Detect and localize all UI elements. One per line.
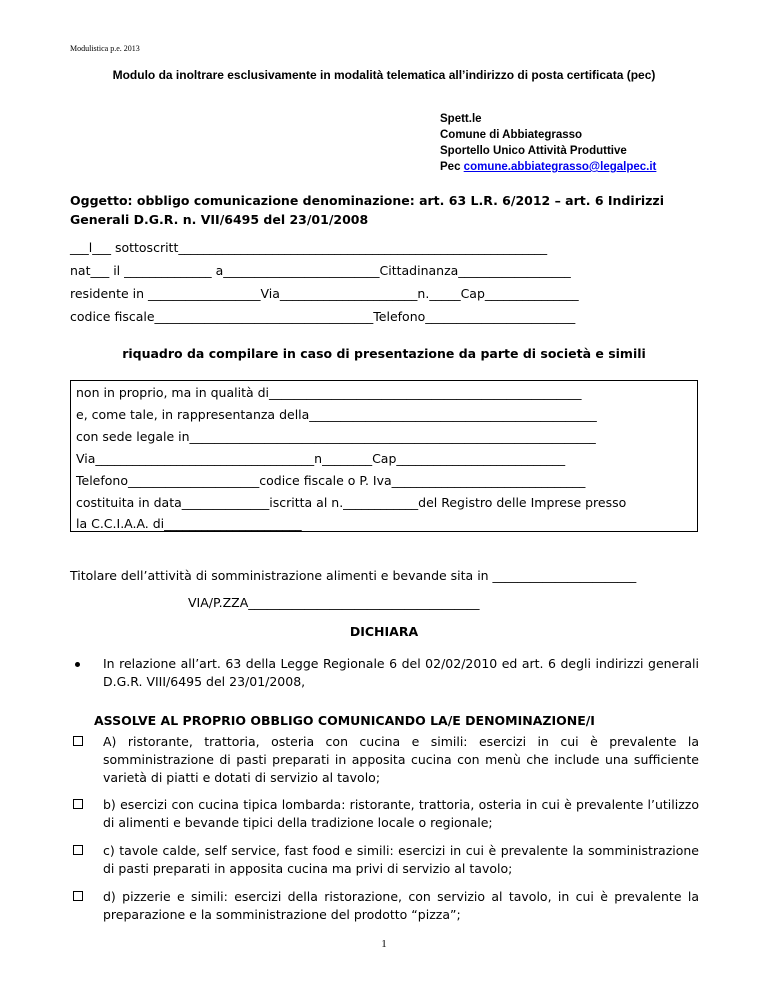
field-birth[interactable]: nat___ il ______________ a_________________________Cittadinanza__________________ [70,263,571,278]
subject [70,191,710,229]
field-tax-code-phone[interactable]: codice fiscale___________________________________Telefono________________________ [70,309,576,324]
form-title: Modulo da inoltrare esclusivamente in modalità telematica all’indirizzo di posta certificata (pec) [112,68,656,82]
declaration-title: DICHIARA [349,624,419,639]
recipient-block [440,111,656,175]
company-box-heading: riquadro da compilare in caso di presentazione da parte di società e simili [122,346,646,361]
option-b-text: b) esercizi con cucina tipica lombarda: ristorante, trattoria, osteria in cui è prevalente l’utilizzo di alimenti e bevande tipici della tradizione locale o regionale; [103,797,699,830]
field-residence[interactable]: residente in __________________Via______________________n._____Cap_______________ [70,286,579,301]
option-d-text: d) pizzerie e simili: esercizi della ristorazione, con servizio al tavolo, in cui è prevalente la preparazione e la somministrazione del prodotto “pizza”; [103,889,699,922]
field-company-phone-vat[interactable]: Telefono_____________________codice fiscale o P. Iva_______________________________ [76,473,586,488]
declaration-text: In relazione all’art. 63 della Legge Regionale 6 del 02/02/2010 ed art. 6 degli indirizzi generali D.G.R. VIII/6495 del 23/01/2008, [103,656,699,689]
field-representation[interactable]: e, come tale, in rappresentanza della______________________________________________ [76,407,597,422]
field-legal-seat[interactable]: con sede legale in_________________________________________________________________ [76,429,596,444]
option-d-checkbox[interactable] [73,891,83,901]
assolve-heading: ASSOLVE AL PROPRIO OBBLIGO COMUNICANDO LA/E DENOMINAZIONE/I [94,713,595,728]
option-a-checkbox[interactable] [73,736,83,746]
option-c-text: c) tavole calde, self service, fast food e simili: esercizi in cui è prevalente la somministrazione di pasti preparati in apposita cucina ma privi di servizio al tavolo; [103,843,699,876]
field-activity-location[interactable]: Titolare dell’attività di somministrazione alimenti e bevande sita in _______________________ [70,568,637,583]
recipient-municipality: Comune di Abbiategrasso [440,129,583,141]
bullet-icon [75,662,80,667]
page-number: 1 [381,938,387,950]
field-activity-street[interactable]: VIA/P.ZZA_____________________________________ [188,595,480,610]
pec-email-link[interactable]: comune.abbiategrasso@legalpec.it [463,161,657,173]
pec-label: Pec [440,161,464,173]
option-c-checkbox[interactable] [73,845,83,855]
field-role[interactable]: non in proprio, ma in qualità di__________________________________________________ [76,385,582,400]
recipient-pec [440,159,656,175]
field-cciaa[interactable]: la C.C.I.A.A. di______________________ [76,516,302,531]
option-a-text: A) ristorante, trattoria, osteria con cucina e simili: esercizi in cui è prevalente la somministrazione di pasti preparati in apposita cucina con menù che include una sufficiente varietà di piatti e dotati di servizio al tavolo; [103,734,699,785]
recipient-line: Spett.le [440,113,482,125]
document-note: Modulistica p.e. 2013 [70,44,140,53]
subject-line-1: Oggetto: obbligo comunicazione denominazione: art. 63 L.R. 6/2012 – art. 6 Indirizzi [70,193,664,208]
recipient-office: Sportello Unico Attività Produttive [440,145,627,157]
field-incorporation[interactable]: costituita in data______________iscritta al n.____________del Registro delle Imprese presso [76,495,627,510]
option-b-checkbox[interactable] [73,799,83,809]
field-signatory[interactable]: ___l___ sottoscritt___________________________________________________________ [70,240,548,255]
subject-line-2: Generali D.G.R. n. VII/6495 del 23/01/2008 [70,212,369,227]
field-company-address[interactable]: Via___________________________________n________Cap___________________________ [76,451,566,466]
